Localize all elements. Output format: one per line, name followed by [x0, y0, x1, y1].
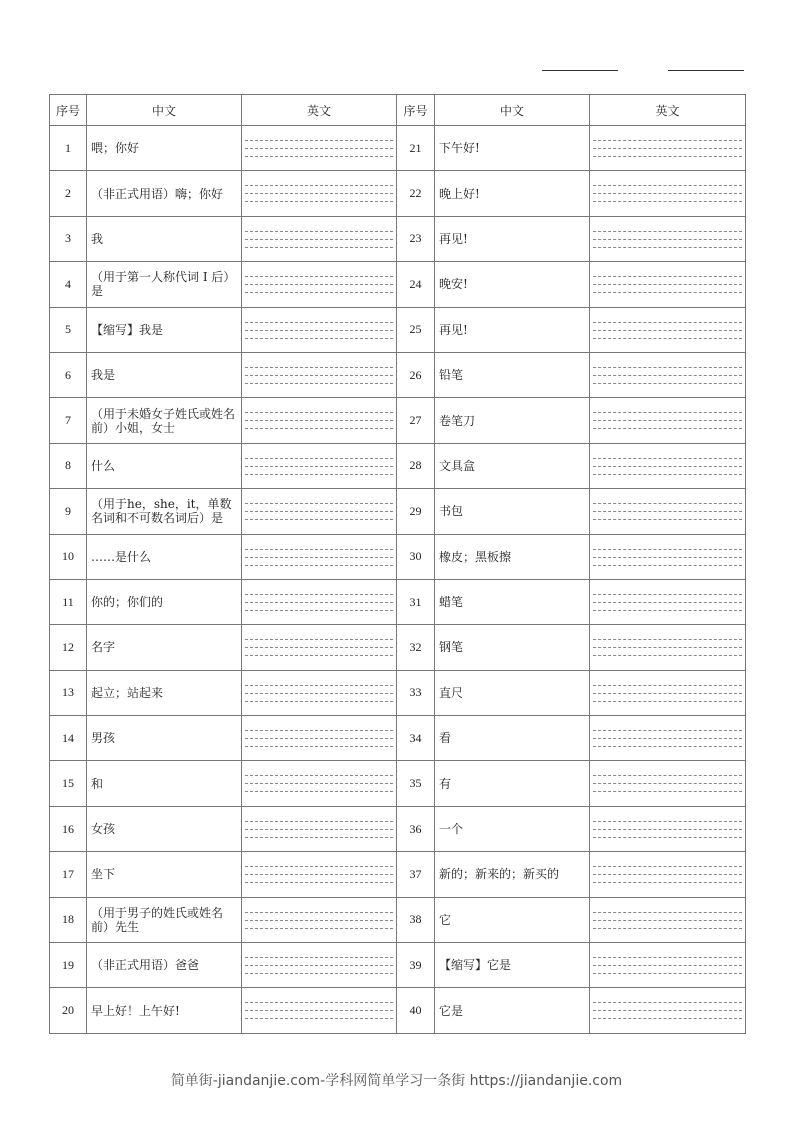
writing-guide-line	[593, 783, 742, 784]
table-row	[50, 943, 746, 988]
item-number: 37	[397, 852, 435, 897]
chinese-meaning: 什么	[87, 443, 242, 488]
english-answer-field[interactable]	[242, 579, 397, 624]
chinese-meaning: 早上好！上午好!	[87, 988, 242, 1033]
writing-guide-line	[245, 1010, 393, 1011]
english-answer-field[interactable]	[590, 443, 746, 488]
chinese-meaning: 女孩	[87, 806, 242, 851]
header-english-left: 英文	[242, 95, 397, 126]
item-number: 12	[50, 625, 87, 670]
english-answer-field[interactable]	[590, 852, 746, 897]
table-row	[50, 489, 746, 534]
header-english-right: 英文	[590, 95, 746, 126]
writing-guide-line	[593, 701, 742, 702]
english-answer-field[interactable]	[242, 625, 397, 670]
writing-guide-line	[593, 549, 742, 550]
writing-guide-line	[245, 783, 393, 784]
writing-guide-line	[245, 693, 393, 694]
english-answer-field[interactable]	[242, 716, 397, 761]
writing-guide-line	[245, 412, 393, 413]
table-row	[50, 761, 746, 806]
english-answer-field[interactable]	[590, 943, 746, 988]
writing-guide-line	[245, 458, 393, 459]
chinese-meaning: 钢笔	[435, 625, 590, 670]
item-number: 30	[397, 534, 435, 579]
english-answer-field[interactable]	[590, 126, 746, 171]
writing-guide-line	[593, 775, 742, 776]
writing-guide-line	[245, 292, 393, 293]
writing-guide-line	[593, 685, 742, 686]
item-number: 17	[50, 852, 87, 897]
writing-guide-line	[245, 519, 393, 520]
chinese-meaning: 直尺	[435, 670, 590, 715]
item-number: 35	[397, 761, 435, 806]
english-answer-field[interactable]	[242, 897, 397, 942]
writing-guide-line	[245, 874, 393, 875]
writing-guide-line	[245, 920, 393, 921]
english-answer-field[interactable]	[590, 171, 746, 216]
writing-guide-line	[245, 957, 393, 958]
writing-guide-line	[593, 565, 742, 566]
item-number: 31	[397, 579, 435, 624]
table-row	[50, 352, 746, 397]
writing-guide-line	[593, 375, 742, 376]
writing-guide-line	[593, 322, 742, 323]
writing-guide-line	[593, 292, 742, 293]
item-number: 26	[397, 352, 435, 397]
writing-guide-line	[593, 655, 742, 656]
writing-guide-line	[245, 821, 393, 822]
writing-guide-line	[593, 474, 742, 475]
writing-guide-line	[593, 594, 742, 595]
item-number: 2	[50, 171, 87, 216]
english-answer-field[interactable]	[242, 307, 397, 352]
writing-guide-line	[245, 420, 393, 421]
writing-guide-line	[593, 746, 742, 747]
item-number: 8	[50, 443, 87, 488]
english-answer-field[interactable]	[590, 307, 746, 352]
writing-guide-line	[245, 565, 393, 566]
writing-guide-line	[245, 330, 393, 331]
table-row	[50, 806, 746, 851]
writing-guide-line	[593, 965, 742, 966]
item-number: 22	[397, 171, 435, 216]
chinese-meaning: 喂；你好	[87, 126, 242, 171]
writing-guide-line	[245, 511, 393, 512]
item-number: 13	[50, 670, 87, 715]
writing-guide-line	[593, 503, 742, 504]
item-number: 20	[50, 988, 87, 1033]
chinese-meaning: 【缩写】我是	[87, 307, 242, 352]
writing-guide-line	[593, 738, 742, 739]
chinese-meaning: 下午好!	[435, 126, 590, 171]
writing-guide-line	[593, 1018, 742, 1019]
table-row	[50, 625, 746, 670]
writing-guide-line	[245, 148, 393, 149]
writing-guide-line	[245, 647, 393, 648]
writing-guide-line	[245, 730, 393, 731]
item-number: 19	[50, 943, 87, 988]
vocabulary-table	[49, 94, 746, 1034]
writing-guide-line	[593, 1002, 742, 1003]
table-row	[50, 988, 746, 1033]
english-answer-field[interactable]	[242, 262, 397, 307]
writing-guide-line	[245, 185, 393, 186]
english-answer-field[interactable]	[590, 352, 746, 397]
writing-guide-line	[245, 882, 393, 883]
writing-guide-line	[245, 655, 393, 656]
english-answer-field[interactable]	[242, 943, 397, 988]
writing-guide-line	[245, 685, 393, 686]
writing-guide-line	[245, 338, 393, 339]
item-number: 11	[50, 579, 87, 624]
english-answer-field[interactable]	[242, 761, 397, 806]
chinese-meaning: 新的；新来的；新买的	[435, 852, 590, 897]
english-answer-field[interactable]	[242, 852, 397, 897]
english-answer-field[interactable]	[242, 216, 397, 261]
header-number-right: 序号	[397, 95, 435, 126]
writing-guide-line	[593, 466, 742, 467]
writing-guide-line	[245, 866, 393, 867]
chinese-meaning: （用于未婚女子姓氏或姓名前）小姐，女士	[87, 398, 242, 443]
english-answer-field[interactable]	[590, 534, 746, 579]
chinese-meaning: 铅笔	[435, 352, 590, 397]
item-number: 38	[397, 897, 435, 942]
writing-guide-line	[593, 557, 742, 558]
chinese-meaning: 我	[87, 216, 242, 261]
writing-guide-line	[593, 912, 742, 913]
writing-guide-line	[245, 201, 393, 202]
writing-guide-line	[593, 647, 742, 648]
item-number: 36	[397, 806, 435, 851]
item-number: 28	[397, 443, 435, 488]
writing-guide-line	[245, 639, 393, 640]
item-number: 6	[50, 352, 87, 397]
table-row	[50, 262, 746, 307]
chinese-meaning: ……是什么	[87, 534, 242, 579]
item-number: 24	[397, 262, 435, 307]
english-answer-field[interactable]	[590, 988, 746, 1033]
writing-guide-line	[593, 519, 742, 520]
english-answer-field[interactable]	[590, 897, 746, 942]
chinese-meaning: （用于he，she，it，单数名词和不可数名词后）是	[87, 489, 242, 534]
item-number: 33	[397, 670, 435, 715]
header-chinese-right: 中文	[435, 95, 590, 126]
item-number: 5	[50, 307, 87, 352]
chinese-meaning: 我是	[87, 352, 242, 397]
chinese-meaning: 男孩	[87, 716, 242, 761]
writing-guide-line	[245, 610, 393, 611]
writing-guide-line	[245, 1018, 393, 1019]
item-number: 34	[397, 716, 435, 761]
english-answer-field[interactable]	[242, 670, 397, 715]
writing-guide-line	[593, 837, 742, 838]
item-number: 16	[50, 806, 87, 851]
item-number: 32	[397, 625, 435, 670]
chinese-meaning: 文具盒	[435, 443, 590, 488]
item-number: 10	[50, 534, 87, 579]
writing-guide-line	[593, 973, 742, 974]
writing-guide-line	[245, 928, 393, 929]
writing-guide-line	[593, 821, 742, 822]
writing-guide-line	[593, 920, 742, 921]
table-row	[50, 171, 746, 216]
writing-guide-line	[245, 193, 393, 194]
item-number: 15	[50, 761, 87, 806]
chinese-meaning: 晚安!	[435, 262, 590, 307]
writing-guide-line	[593, 156, 742, 157]
chinese-meaning: 坐下	[87, 852, 242, 897]
table-row	[50, 443, 746, 488]
table-row	[50, 307, 746, 352]
writing-guide-line	[245, 549, 393, 550]
writing-guide-line	[593, 231, 742, 232]
writing-guide-line	[245, 965, 393, 966]
english-answer-field[interactable]	[242, 534, 397, 579]
writing-guide-line	[245, 247, 393, 248]
table-row	[50, 398, 746, 443]
writing-guide-line	[593, 882, 742, 883]
name-blank-line[interactable]	[542, 70, 618, 71]
writing-guide-line	[593, 602, 742, 603]
table-row	[50, 852, 746, 897]
chinese-meaning: 再见!	[435, 307, 590, 352]
writing-guide-line	[593, 428, 742, 429]
chinese-meaning: 和	[87, 761, 242, 806]
writing-guide-line	[593, 284, 742, 285]
chinese-meaning: 它	[435, 897, 590, 942]
writing-guide-line	[245, 973, 393, 974]
writing-guide-line	[593, 247, 742, 248]
writing-guide-line	[245, 701, 393, 702]
table-row	[50, 534, 746, 579]
table-row	[50, 126, 746, 171]
writing-guide-line	[593, 140, 742, 141]
table-row	[50, 670, 746, 715]
writing-guide-line	[245, 738, 393, 739]
english-answer-field[interactable]	[242, 126, 397, 171]
english-answer-field[interactable]	[242, 398, 397, 443]
english-answer-field[interactable]	[590, 262, 746, 307]
writing-guide-line	[245, 557, 393, 558]
item-number: 23	[397, 216, 435, 261]
writing-guide-line	[593, 338, 742, 339]
writing-guide-line	[593, 383, 742, 384]
english-answer-field[interactable]	[590, 625, 746, 670]
item-number: 4	[50, 262, 87, 307]
writing-guide-line	[245, 594, 393, 595]
chinese-meaning: 橡皮；黑板擦	[435, 534, 590, 579]
chinese-meaning: （用于第一人称代词 I 后）是	[87, 262, 242, 307]
score-blank-line[interactable]	[668, 70, 744, 71]
header-chinese-left: 中文	[87, 95, 242, 126]
writing-guide-line	[593, 420, 742, 421]
english-answer-field[interactable]	[590, 216, 746, 261]
writing-guide-line	[245, 837, 393, 838]
header-number-left: 序号	[50, 95, 87, 126]
english-answer-field[interactable]	[590, 806, 746, 851]
chinese-meaning: 你的；你们的	[87, 579, 242, 624]
english-answer-field[interactable]	[590, 761, 746, 806]
english-answer-field[interactable]	[590, 398, 746, 443]
table-header-row	[50, 95, 746, 126]
item-number: 18	[50, 897, 87, 942]
writing-guide-line	[245, 474, 393, 475]
writing-guide-line	[245, 912, 393, 913]
english-answer-field[interactable]	[242, 352, 397, 397]
item-number: 39	[397, 943, 435, 988]
english-answer-field[interactable]	[590, 489, 746, 534]
chinese-meaning: 一个	[435, 806, 590, 851]
english-answer-field[interactable]	[590, 670, 746, 715]
writing-guide-line	[593, 185, 742, 186]
writing-guide-line	[245, 829, 393, 830]
writing-guide-line	[245, 276, 393, 277]
writing-guide-line	[593, 874, 742, 875]
writing-guide-line	[245, 602, 393, 603]
writing-guide-line	[593, 928, 742, 929]
chinese-meaning: 再见!	[435, 216, 590, 261]
writing-guide-line	[593, 866, 742, 867]
english-answer-field[interactable]	[242, 806, 397, 851]
writing-guide-line	[245, 140, 393, 141]
writing-guide-line	[593, 610, 742, 611]
writing-guide-line	[593, 276, 742, 277]
writing-guide-line	[593, 1010, 742, 1011]
chinese-meaning: 蜡笔	[435, 579, 590, 624]
english-answer-field[interactable]	[590, 716, 746, 761]
item-number: 29	[397, 489, 435, 534]
footer-watermark: 简单街-jiandanjie.com-学科网简单学习一条街 https://jiandanjie.com	[170, 1073, 623, 1089]
chinese-meaning: （非正式用语）爸爸	[87, 943, 242, 988]
item-number: 9	[50, 489, 87, 534]
chinese-meaning: 它是	[435, 988, 590, 1033]
item-number: 25	[397, 307, 435, 352]
writing-guide-line	[245, 322, 393, 323]
table-row	[50, 897, 746, 942]
writing-guide-line	[245, 746, 393, 747]
chinese-meaning: 书包	[435, 489, 590, 534]
chinese-meaning: 卷笔刀	[435, 398, 590, 443]
writing-guide-line	[593, 511, 742, 512]
writing-guide-line	[245, 375, 393, 376]
english-answer-field[interactable]	[242, 171, 397, 216]
writing-guide-line	[593, 639, 742, 640]
table-row	[50, 216, 746, 261]
writing-guide-line	[245, 1002, 393, 1003]
english-answer-field[interactable]	[242, 489, 397, 534]
chinese-meaning: 看	[435, 716, 590, 761]
writing-guide-line	[593, 829, 742, 830]
writing-guide-line	[593, 458, 742, 459]
english-answer-field[interactable]	[590, 579, 746, 624]
writing-guide-line	[245, 791, 393, 792]
writing-guide-line	[245, 284, 393, 285]
writing-guide-line	[245, 156, 393, 157]
chinese-meaning: 有	[435, 761, 590, 806]
table-row	[50, 716, 746, 761]
writing-guide-line	[593, 193, 742, 194]
table-row	[50, 579, 746, 624]
chinese-meaning: 【缩写】它是	[435, 943, 590, 988]
writing-guide-line	[245, 466, 393, 467]
writing-guide-line	[593, 201, 742, 202]
writing-guide-line	[245, 239, 393, 240]
writing-guide-line	[593, 330, 742, 331]
writing-guide-line	[245, 367, 393, 368]
english-answer-field[interactable]	[242, 988, 397, 1033]
writing-guide-line	[593, 693, 742, 694]
item-number: 27	[397, 398, 435, 443]
writing-guide-line	[593, 239, 742, 240]
item-number: 40	[397, 988, 435, 1033]
chinese-meaning: 起立；站起来	[87, 670, 242, 715]
item-number: 21	[397, 126, 435, 171]
writing-guide-line	[245, 775, 393, 776]
item-number: 1	[50, 126, 87, 171]
chinese-meaning: （非正式用语）嗨；你好	[87, 171, 242, 216]
writing-guide-line	[245, 428, 393, 429]
chinese-meaning: （用于男子的姓氏或姓名前）先生	[87, 897, 242, 942]
writing-guide-line	[245, 231, 393, 232]
writing-guide-line	[245, 383, 393, 384]
item-number: 3	[50, 216, 87, 261]
writing-guide-line	[593, 412, 742, 413]
english-answer-field[interactable]	[242, 443, 397, 488]
writing-guide-line	[593, 367, 742, 368]
writing-guide-line	[593, 148, 742, 149]
writing-guide-line	[245, 503, 393, 504]
chinese-meaning: 晚上好!	[435, 171, 590, 216]
item-number: 7	[50, 398, 87, 443]
item-number: 14	[50, 716, 87, 761]
writing-guide-line	[593, 957, 742, 958]
chinese-meaning: 名字	[87, 625, 242, 670]
writing-guide-line	[593, 791, 742, 792]
writing-guide-line	[593, 730, 742, 731]
